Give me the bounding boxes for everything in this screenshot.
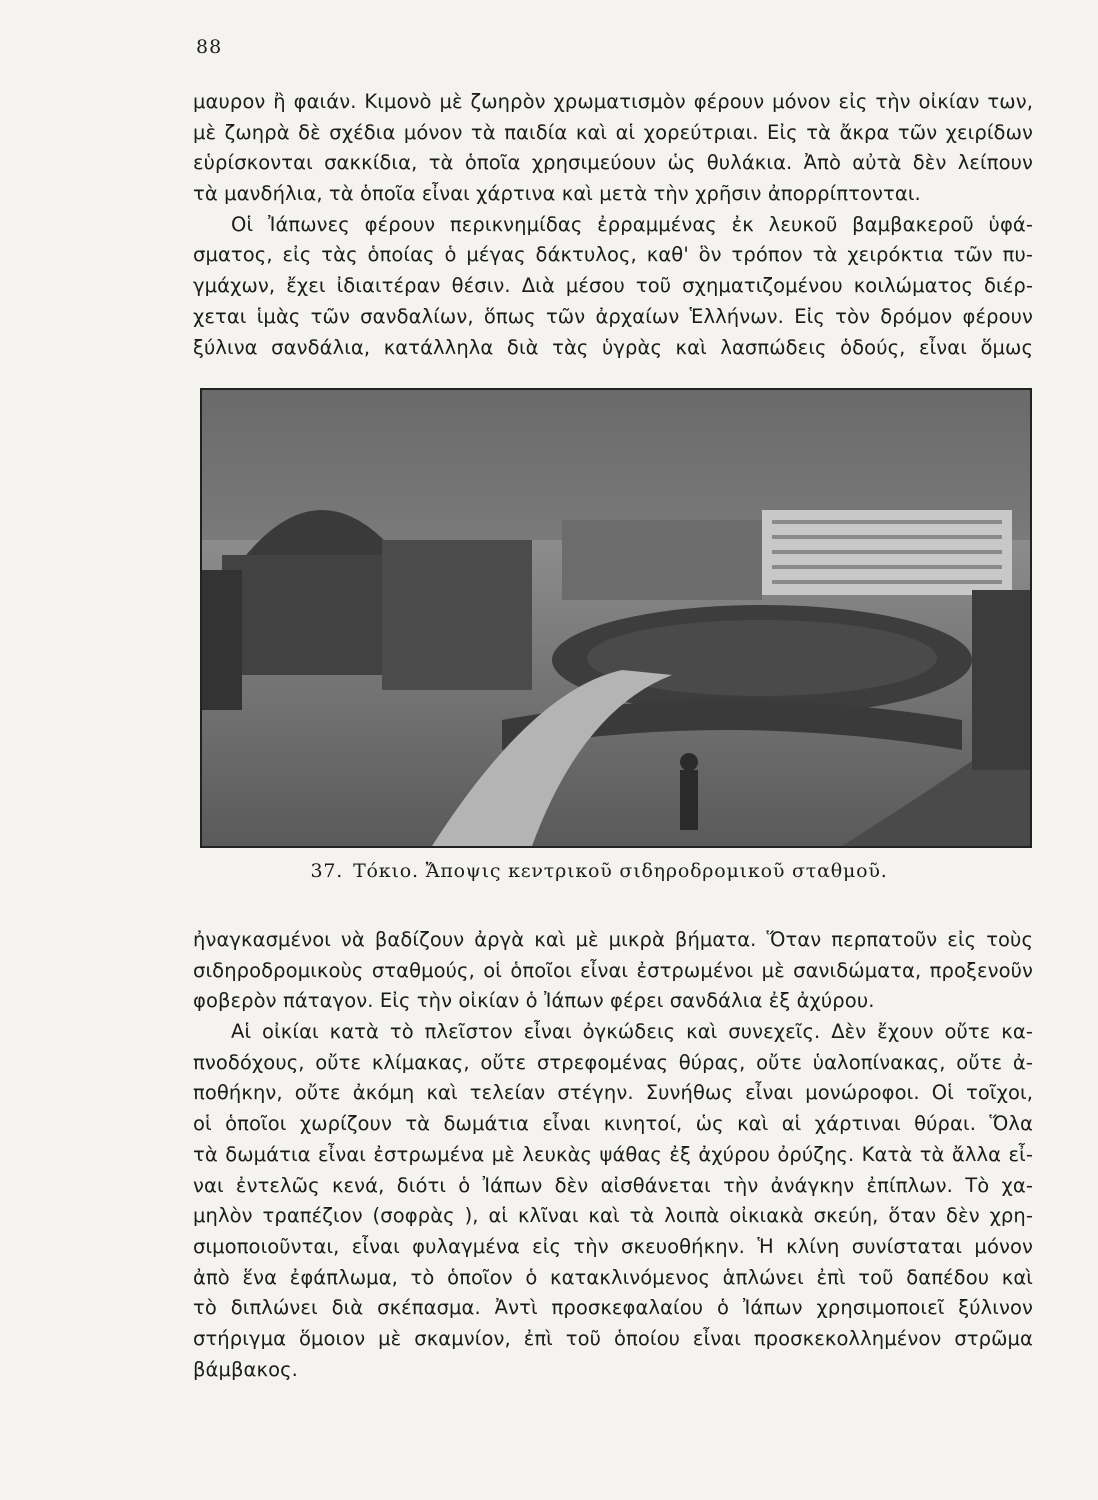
text-line: γμάχων, ἔχει ἰδιαιτέραν θέσιν. Διὰ μέσου τοῦ σχηματιζομένου κοιλώματος διέρ- bbox=[193, 274, 1033, 298]
tokyo-station-photo bbox=[200, 388, 1032, 848]
text-line: ξύλινα σανδάλια, κατάλληλα διὰ τὰς ὑγρὰς καὶ λασπώδεις ὁδούς, εἶναι ὅμως bbox=[193, 335, 1033, 359]
text-line: χεται ἱμὰς τῶν σανδαλίων, ὅπως τῶν ἀρχαίων Ἑλλήνων. Εἰς τὸν δρόμον φέρουν bbox=[193, 304, 1033, 328]
figure-number: 37. bbox=[310, 860, 344, 882]
text-line: τὰ μανδήλια, τὰ ὁποῖα εἶναι χάρτινα καὶ μετὰ τὴν χρῆσιν ἀπορρίπτονται. bbox=[193, 182, 921, 206]
figure-caption bbox=[0, 860, 1098, 882]
text-line: μηλὸν τραπέζιον (σοφρὰς ), αἱ κλῖναι καὶ τὰ λοιπὰ οἰκιακὰ σκεύη, ὅταν δὲν χρη- bbox=[193, 1204, 1033, 1228]
text-line: ἠναγκασμένοι νὰ βαδίζουν ἀργὰ καὶ μὲ μικρὰ βήματα. Ὅταν περπατοῦν εἰς τοὺς bbox=[193, 928, 1033, 951]
text-line: Οἱ Ἰάπωνες φέρουν περικνημίδας ἐρραμμένας ἐκ λευκοῦ βαμβακεροῦ ὑφά- bbox=[231, 212, 1033, 236]
text-line: στήριγμα ὅμοιον μὲ σκαμνίον, ἐπὶ τοῦ ὁποίου εἶναι προσκεκολλημένον στρῶμα bbox=[193, 1326, 1033, 1350]
text-line: οἱ ὁποῖοι χωρίζουν τὰ δωμάτια εἶναι κινητοί, ὡς καὶ αἱ χάρτιναι θύραι. Ὅλα bbox=[193, 1112, 1033, 1136]
text-line: μὲ ζωηρὰ δὲ σχέδια μόνον τὰ παιδία καὶ αἱ χορεύτριαι. Εἰς τὰ ἄκρα τῶν χειρίδων bbox=[193, 120, 1033, 144]
text-line: σματος, εἰς τὰς ὁποίας ὁ μέγας δάκτυλος, καθ' ὃν τρόπον τὰ χειρόκτια τῶν πυ- bbox=[193, 243, 1033, 267]
top-text-block bbox=[193, 87, 1033, 363]
text-line: ποθήκην, οὔτε ἀκόμη καὶ τελείαν στέγην. Συνήθως εἶναι μονώροφοι. Οἱ τοῖχοι, bbox=[193, 1081, 1033, 1105]
text-line: τὰ δωμάτια εἶναι ἐστρωμένα μὲ λευκὰς ψάθας ἐξ ἀχύρου ὀρύζης. Κατὰ τὰ ἄλλα εἶ- bbox=[193, 1142, 1033, 1166]
text-line: ἀπὸ ἕνα ἐφάπλωμα, τὸ ὁποῖον ὁ κατακλινόμενος ἁπλώνει ἐπὶ τοῦ δαπέδου καὶ bbox=[193, 1265, 1033, 1289]
text-line: σιδηροδρομικοὺς σταθμούς, οἱ ὁποῖοι εἶναι ἐστρωμένοι μὲ σανιδώματα, προξενοῦν bbox=[193, 958, 1033, 982]
photo-illustration bbox=[202, 390, 1030, 846]
text-line: σιμοποιοῦνται, εἶναι φυλαγμένα εἰς τὴν σκευοθήκην. Ἡ κλίνη συνίσταται μόνον bbox=[193, 1234, 1033, 1258]
text-line: βάμβακος. bbox=[193, 1357, 298, 1381]
text-line: τὸ διπλώνει διὰ σκέπασμα. Ἀντὶ προσκεφαλαίου ὁ Ἰάπων χρησιμοποιεῖ ξύλινον bbox=[193, 1296, 1033, 1320]
bottom-text-block bbox=[193, 925, 1033, 1385]
text-line: μαυρον ἢ φαιάν. Κιμονὸ μὲ ζωηρὸν χρωματισμὸν φέρουν μόνον εἰς τὴν οἰκίαν των, bbox=[193, 90, 1033, 113]
text-line: πνοδόχους, οὔτε κλίμακας, οὔτε στρεφομένας θύρας, οὔτε ὑαλοπίνακας, οὔτε ἀ- bbox=[193, 1050, 1033, 1074]
text-line: φοβερὸν πάταγον. Εἰς τὴν οἰκίαν ὁ Ἰάπων φέρει σανδάλια ἐξ ἀχύρου. bbox=[193, 989, 875, 1013]
text-line: ναι ἐντελῶς κενά, διότι ὁ Ἰάπων δὲν αἰσθάνεται τὴν ἀνάγκην ἐπίπλων. Τὸ χα- bbox=[193, 1173, 1033, 1197]
page-number: 88 bbox=[196, 36, 223, 58]
text-line: Αἱ οἰκίαι κατὰ τὸ πλεῖστον εἶναι ὀγκώδεις καὶ συνεχεῖς. Δὲν ἔχουν οὔτε κα- bbox=[231, 1020, 1033, 1044]
caption-text: Τόκιο. Ἄποψις κεντρικοῦ σιδηροδρομικοῦ σταθμοῦ. bbox=[353, 860, 888, 882]
text-line: εὑρίσκονται σακκίδια, τὰ ὁποῖα χρησιμεύουν ὡς θυλάκια. Ἀπὸ αὐτὰ δὲν λείπουν bbox=[193, 151, 1033, 175]
